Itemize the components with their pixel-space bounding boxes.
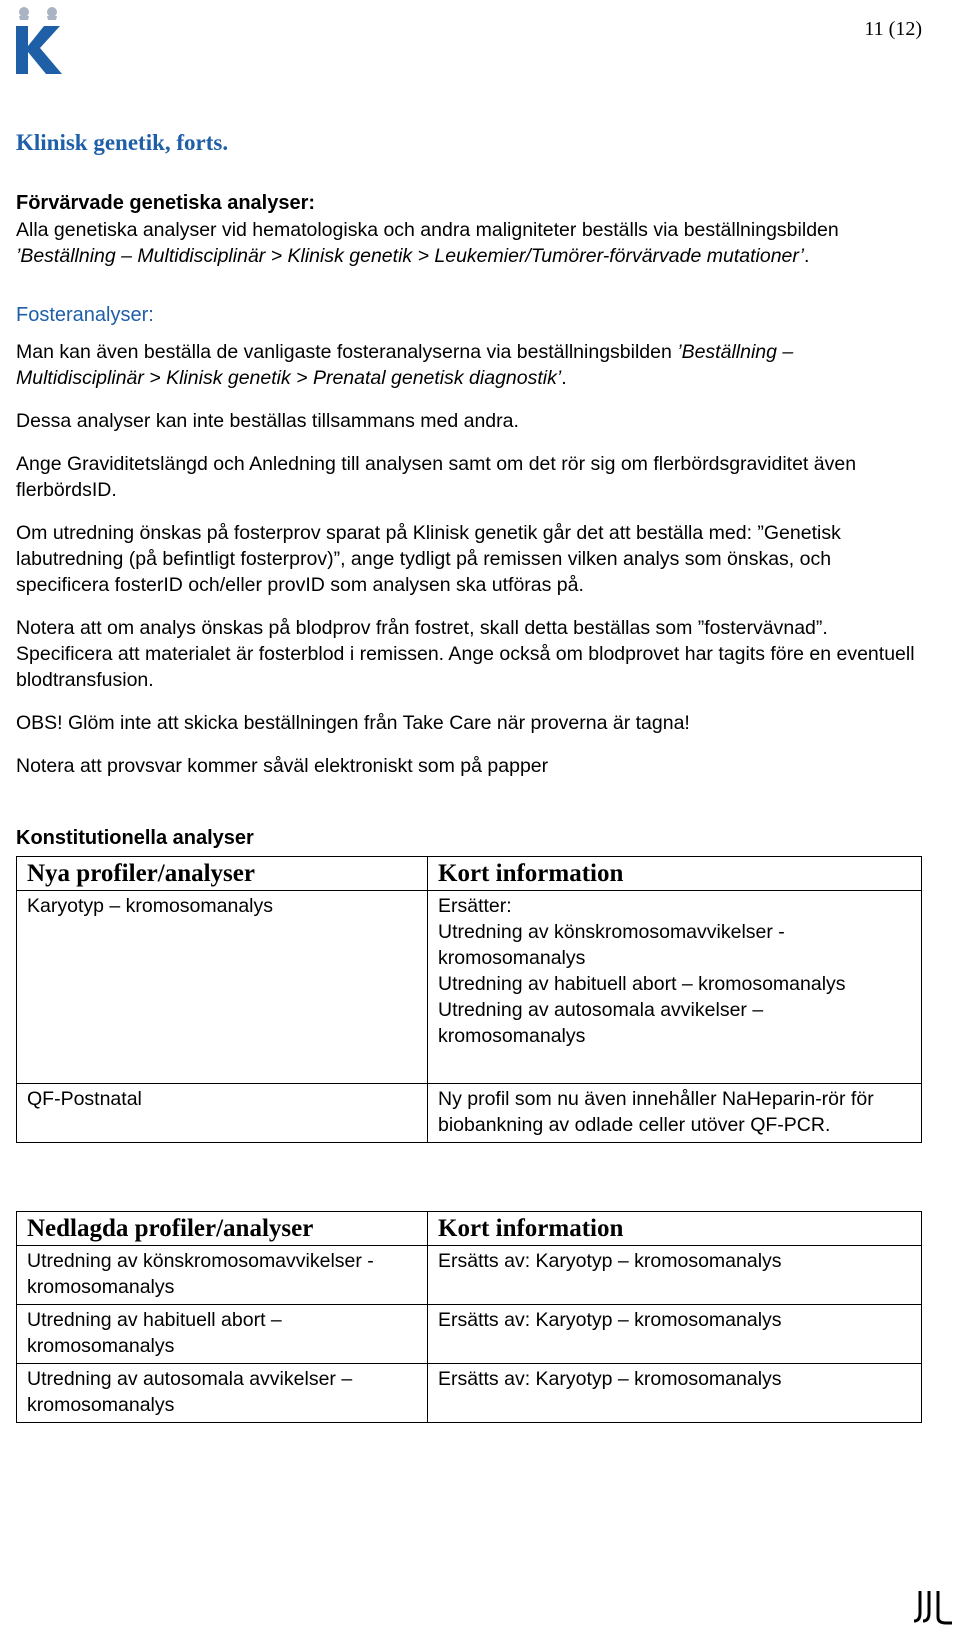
constitutional-heading: Konstitutionella analyser <box>16 827 254 849</box>
fetal-paragraph-3: Ange Graviditetslängd och Anledning till analysen samt om det rör sig om flerbördsgraviditet även flerbördsID. <box>16 453 857 501</box>
fetal-order-path: ’Beställning – Multidisciplinär > Klinisk genetik > Prenatal genetisk diagnostik’ <box>16 341 794 389</box>
profile-info: Ersätts av: Karyotyp – kromosomanalys <box>428 1305 922 1364</box>
column-header: Nedlagda profiler/analyser <box>17 1212 428 1246</box>
table-header-row <box>17 857 922 891</box>
acquired-heading: Förvärvade genetiska analyser: <box>16 192 316 214</box>
page-number: 11 (12) <box>864 18 922 40</box>
table-row <box>17 1364 922 1423</box>
table-row <box>17 1246 922 1305</box>
profile-info: Ersätter: Utredning av könskromosomavvikelser - kromosomanalys Utredning av habituell abort – kromosomanalys Utredning av autosomala avvikelser – kromosomanalys <box>428 891 922 1084</box>
fetal-paragraph-5: Notera att om analys önskas på blodprov från fostret, skall detta beställas som ”fostervävnad”. Specificera att materialet är fosterblod i remissen. Ange också om blodprovet har tagits före en eventuell blodtransfusion. <box>16 617 915 691</box>
column-header: Nya profiler/analyser <box>17 857 428 891</box>
profile-name: QF-Postnatal <box>17 1084 428 1143</box>
column-header: Kort information <box>428 1212 922 1246</box>
fetal-heading: Fosteranalyser: <box>16 304 154 326</box>
table-header-row <box>17 1212 922 1246</box>
document-body <box>16 128 921 1423</box>
profile-info: Ersätts av: Karyotyp – kromosomanalys <box>428 1364 922 1423</box>
acquired-paragraph: Alla genetiska analyser vid hematologiska och andra maligniteter beställs via beställningsbilden ’Beställning – Multidisciplinär > Klinisk genetik > Leukemier/Tumörer-förvärvade mutationer’. <box>16 219 839 267</box>
fetal-obs-note: OBS! Glöm inte att skicka beställningen från Take Care när proverna är tagna! <box>16 712 690 734</box>
profile-name: Utredning av habituell abort – kromosomanalys <box>17 1305 428 1364</box>
table-row <box>17 1084 922 1143</box>
karolinska-logo-icon <box>14 4 64 76</box>
profile-name: Utredning av autosomala avvikelser – kromosomanalys <box>17 1364 428 1423</box>
column-header: Kort information <box>428 857 922 891</box>
table-row <box>17 891 922 1084</box>
profile-name: Utredning av könskromosomavvikelser - kromosomanalys <box>17 1246 428 1305</box>
removed-profiles-table <box>16 1211 922 1423</box>
fetal-paragraph-2: Dessa analyser kan inte beställas tillsammans med andra. <box>16 410 519 432</box>
new-profiles-table <box>16 856 922 1143</box>
acquired-order-path: ’Beställning – Multidisciplinär > Klinisk genetik > Leukemier/Tumörer-förvärvade mutationer’ <box>16 245 804 267</box>
profile-info: Ersätts av: Karyotyp – kromosomanalys <box>428 1246 922 1305</box>
profile-name: Karyotyp – kromosomanalys <box>17 891 428 1084</box>
fetal-paragraph-4: Om utredning önskas på fosterprov sparat på Klinisk genetik går det att beställa med: ”Genetisk labutredning (på befintligt fosterprov)”, ange tydligt på remissen vilken analys som önskas, och specificera fosterID och/eller provID som analysen ska utföras på. <box>16 522 841 596</box>
profile-info: Ny profil som nu även innehåller NaHeparin-rör för biobankning av odlade celler utöver QF-PCR. <box>428 1084 922 1143</box>
table-row <box>17 1305 922 1364</box>
footer-mark-icon <box>912 1587 954 1627</box>
fetal-paragraph-1: Man kan även beställa de vanligaste fosteranalyserna via beställningsbilden ’Beställning – Multidisciplinär > Klinisk genetik > Prenatal genetisk diagnostik’. <box>16 341 794 389</box>
page-title: Klinisk genetik, forts. <box>16 130 229 155</box>
fetal-paragraph-7: Notera att provsvar kommer såväl elektroniskt som på papper <box>16 755 549 777</box>
